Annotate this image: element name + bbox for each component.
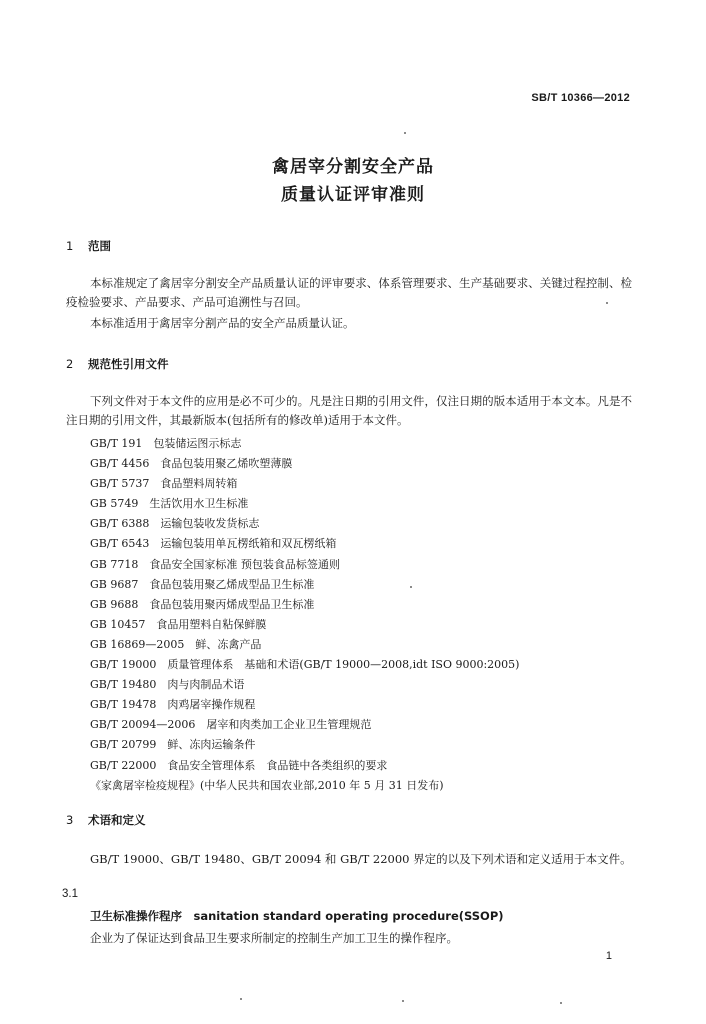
reference-item: GB/T 20799 鲜、冻肉运输条件 xyxy=(90,738,256,752)
section-3-heading xyxy=(66,812,146,828)
reference-item: GB 5749 生活饮用水卫生标准 xyxy=(90,497,249,511)
section-1-title: 范围 xyxy=(88,239,111,253)
term-entry: 卫生标准操作程序 sanitation standard operating procedure(SSOP) xyxy=(90,909,504,923)
section-1-paragraph-1: 本标准规定了禽居宰分割安全产品质量认证的评审要求、体系管理要求、生产基础要求、关键过程控制、检疫检验要求、产品要求、产品可追溯性与召回。 xyxy=(66,276,632,309)
section-2-number: 2 xyxy=(66,357,74,371)
reference-item: 《家禽屠宰检疫规程》(中华人民共和国农业部,2010 年 5 月 31 日发布) xyxy=(90,778,444,792)
reference-item: GB/T 19000 质量管理体系 基础和术语(GB/T 19000—2008,idt ISO 9000:2005) xyxy=(90,658,520,672)
document-title-line1: 禽居宰分割安全产品 xyxy=(272,157,434,177)
reference-item: GB/T 6388 运输包装收发货标志 xyxy=(90,517,260,531)
section-1-number: 1 xyxy=(66,239,74,253)
section-2-intro: 下列文件对于本文件的应用是必不可少的。凡是注日期的引用文件，仅注日期的版本适用于本文本。凡是不注日期的引用文件，其最新版本(包括所有的修改单)适用于本文件。 xyxy=(66,394,632,427)
reference-item: GB 16869—2005 鲜、冻禽产品 xyxy=(90,637,262,651)
reference-item: GB/T 19480 肉与肉制品术语 xyxy=(90,678,245,692)
section-1-heading xyxy=(66,238,111,254)
standard-code: SB/T 10366—2012 xyxy=(531,92,630,104)
reference-item: GB/T 191 包装储运图示标志 xyxy=(90,437,242,450)
section-3-number: 3 xyxy=(66,813,74,827)
scan-speck xyxy=(404,132,406,134)
section-1-paragraph-2: 本标准适用于禽居宰分割产品的安全产品质量认证。 xyxy=(90,316,355,330)
reference-item: GB/T 19478 肉鸡屠宰操作规程 xyxy=(90,698,256,712)
normative-references-list xyxy=(90,434,519,796)
scan-speck xyxy=(560,1002,562,1004)
reference-item: GB/T 22000 食品安全管理体系 食品链中各类组织的要求 xyxy=(90,758,388,772)
document-title-line2: 质量认证评审准则 xyxy=(281,185,425,205)
scan-speck xyxy=(240,998,242,1000)
section-3-title: 术语和定义 xyxy=(88,813,146,827)
reference-item: GB/T 6543 运输包装用单瓦楞纸箱和双瓦楞纸箱 xyxy=(90,537,337,551)
reference-item: GB/T 5737 食品塑料周转箱 xyxy=(90,477,238,491)
term-definition: 企业为了保证达到食品卫生要求所制定的控制生产加工卫生的操作程序。 xyxy=(90,931,458,945)
scan-speck xyxy=(606,302,608,304)
subsection-number: 3.1 xyxy=(62,888,78,900)
reference-item: GB/T 4456 食品包装用聚乙烯吹塑薄膜 xyxy=(90,457,293,471)
scan-speck xyxy=(402,1000,404,1002)
section-2-title: 规范性引用文件 xyxy=(88,357,169,371)
section-2-heading xyxy=(66,356,169,372)
reference-item: GB 9687 食品包装用聚乙烯成型品卫生标准 xyxy=(90,577,315,591)
scan-speck xyxy=(410,586,412,588)
reference-item: GB 9688 食品包装用聚丙烯成型品卫生标准 xyxy=(90,597,315,611)
reference-item: GB/T 20094—2006 屠宰和肉类加工企业卫生管理规范 xyxy=(90,718,372,732)
reference-item: GB 10457 食品用塑料自粘保鲜膜 xyxy=(90,617,267,631)
reference-item: GB 7718 食品安全国家标准 预包装食品标签通则 xyxy=(90,557,340,571)
section-3-intro: GB/T 19000、GB/T 19480、GB/T 20094 和 GB/T 22000 界定的以及下列术语和定义适用于本文件。 xyxy=(90,852,632,866)
page-number: 1 xyxy=(605,950,612,962)
